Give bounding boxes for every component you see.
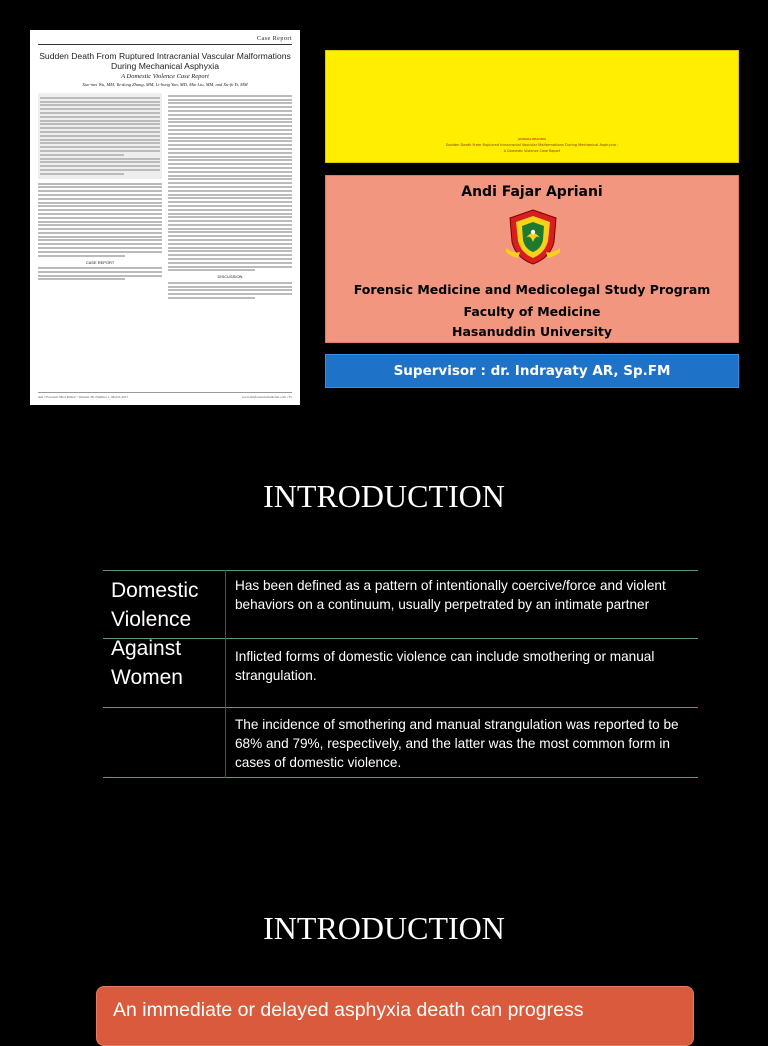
- paper-columns: [38, 93, 292, 301]
- section-heading-introduction-2: INTRODUCTION: [263, 910, 505, 946]
- callout-box: [96, 986, 694, 1046]
- table-row-forms: Inflicted forms of domestic violence can include smothering or manual strangulation.: [235, 649, 655, 683]
- paper-subtitle: A Domestic Violence Case Report: [121, 73, 209, 80]
- journal-reading-label: JOURNAL READING: [517, 137, 547, 141]
- paper-footer-left: Am J Forensic Med Pathol • Volume 38, Number 1, March 2017: [38, 395, 129, 399]
- section-heading-introduction: INTRODUCTION: [263, 478, 505, 514]
- paper-header: Case Report: [38, 36, 292, 45]
- paper-title: Sudden Death From Ruptured Intracranial Vascular Malformations During Mechanical Asphyxia: [39, 51, 291, 71]
- callout-text: An immediate or delayed asphyxia death can progress: [113, 999, 584, 1021]
- paper-authors: Xue-mei Wu, MM, Ya-dong Zhang, MM, Li-hong Yan, MD, Min Liu, MM, and Xu-fu Yi, MM: [82, 82, 248, 87]
- journal-article-thumbnail: [30, 30, 300, 405]
- paper-intro-text: [38, 183, 162, 257]
- table-divider: [103, 570, 698, 571]
- university-name: Hasanuddin University: [452, 324, 612, 339]
- paper-case-text: [38, 267, 162, 280]
- table-column-divider: [225, 570, 226, 778]
- paper-discussion-heading: DISCUSSION: [217, 274, 243, 280]
- faculty-name: Faculty of Medicine: [463, 304, 601, 319]
- paper-footer: [38, 392, 292, 399]
- introduction-table: [103, 570, 698, 778]
- paper-body-text: [168, 95, 292, 272]
- paper-case-report-heading: CASE REPORT: [85, 259, 115, 265]
- supervisor-bar: Supervisor : dr. Indrayaty AR, Sp.FM: [325, 354, 739, 388]
- table-divider: [103, 777, 698, 778]
- journal-reading-box: [325, 50, 739, 163]
- table-row-incidence: The incidence of smothering and manual strangulation was reported to be 68% and 79%, respectively, and the latter was the most common form in cases of domestic violence.: [235, 717, 679, 770]
- journal-reading-title: Sudden Death From Ruptured Intracranial Vascular Malformations During Mechanical Asphyxia :: [445, 143, 619, 147]
- paper-footer-right: www.amjforensicmedicine.com | 35: [241, 395, 292, 399]
- author-name: Andi Fajar Apriani: [461, 184, 603, 200]
- table-divider: [103, 707, 698, 708]
- journal-reading-subtitle: A Domestic Violence Case Report: [503, 149, 561, 153]
- study-program: Forensic Medicine and Medicolegal Study Program: [353, 282, 711, 297]
- table-topic-cell: Domestic Violence Against Women: [111, 579, 199, 689]
- author-affiliation-box: [325, 175, 739, 343]
- table-row-definition: Has been defined as a pattern of intentionally coercive/force and violent behaviors on a continuum, usually perpetrated by an intimate partner: [235, 578, 666, 612]
- university-emblem-icon: [506, 208, 560, 266]
- paper-abstract-block: [38, 93, 162, 179]
- paper-discussion-text: [168, 282, 292, 299]
- paper-left-column: [38, 93, 162, 301]
- paper-right-column: [168, 93, 292, 301]
